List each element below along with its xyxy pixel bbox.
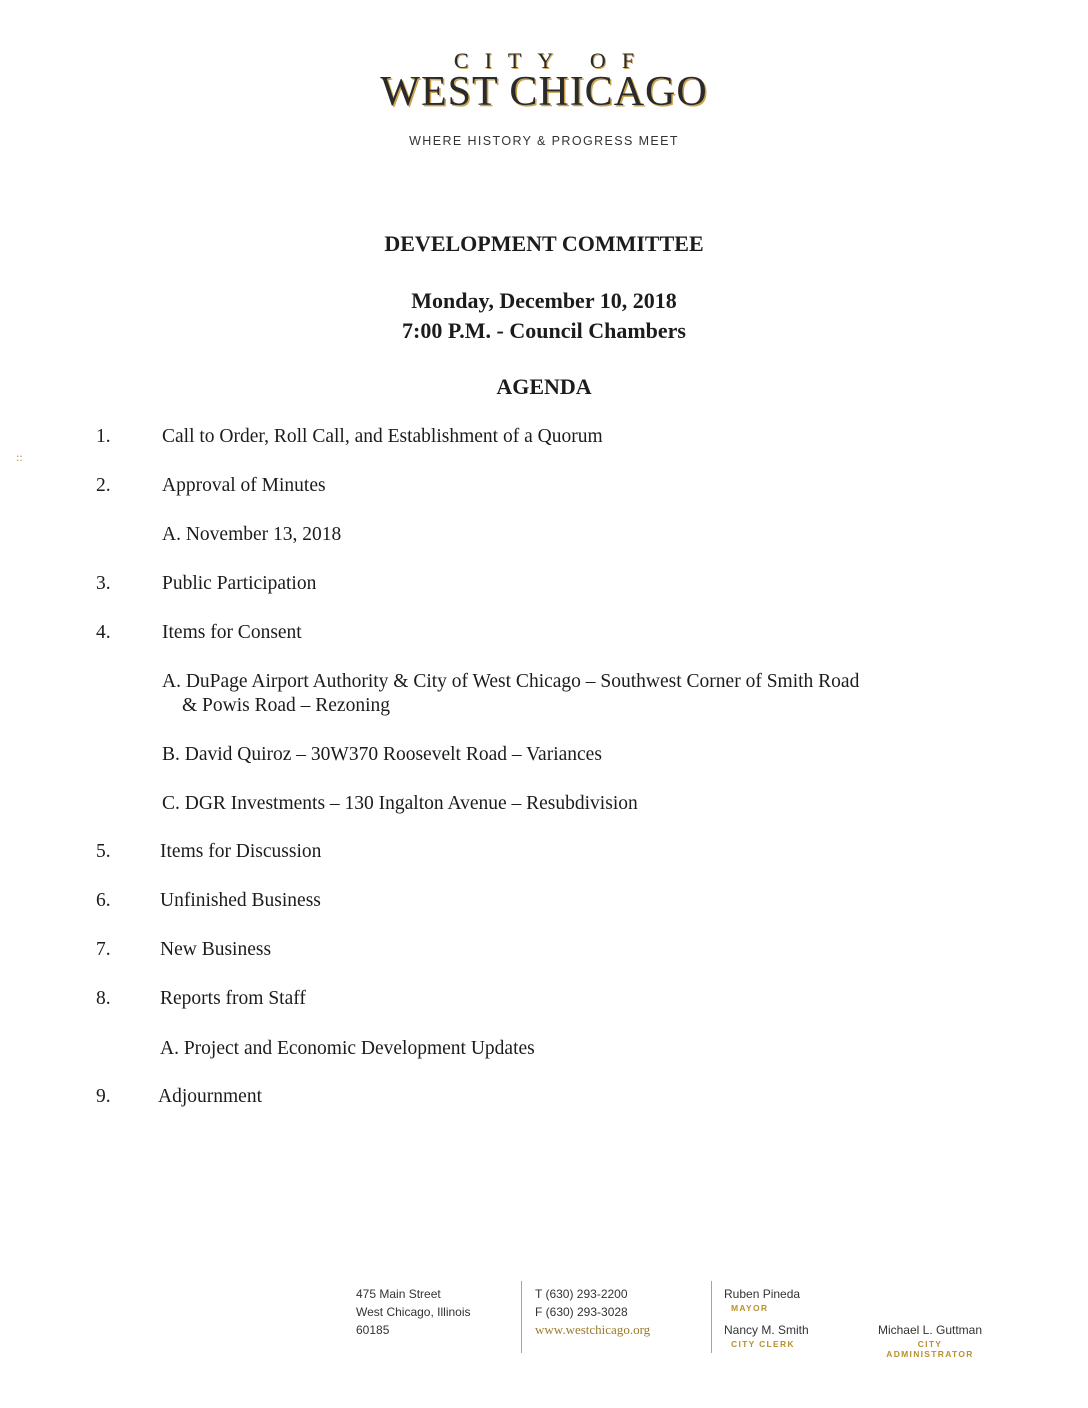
- agenda-item-number: 8.: [96, 988, 111, 1009]
- agenda-subitem-continuation: & Powis Road – Rezoning: [182, 695, 390, 716]
- agenda-item-number: 9.: [96, 1086, 111, 1107]
- agenda-item-number: 4.: [96, 622, 111, 643]
- agenda-subitem: A. November 13, 2018: [162, 524, 342, 545]
- clerk-name: Nancy M. Smith: [724, 1323, 809, 1337]
- address-zip: 60185: [356, 1323, 390, 1337]
- city-logo: [0, 48, 1088, 116]
- agenda-subitem: A. Project and Economic Development Updates: [160, 1038, 535, 1059]
- committee-title: DEVELOPMENT COMMITTEE: [384, 231, 704, 256]
- agenda-item-number: 5.: [96, 841, 111, 862]
- agenda-item-text: Unfinished Business: [160, 890, 321, 911]
- agenda-item-text: Call to Order, Roll Call, and Establishment of a Quorum: [162, 426, 603, 447]
- administrator-name: Michael L. Guttman: [877, 1323, 983, 1337]
- agenda-item-text: Approval of Minutes: [162, 475, 326, 496]
- agenda-item-number: 7.: [96, 939, 111, 960]
- footer-administrator: [874, 1321, 986, 1359]
- agenda-subitem: C. DGR Investments – 130 Ingalton Avenue – Resubdivision: [162, 793, 638, 814]
- footer-website-link[interactable]: www.westchicago.org: [535, 1322, 651, 1337]
- address-street: 475 Main Street: [356, 1287, 441, 1301]
- mayor-role: MAYOR: [731, 1303, 769, 1313]
- agenda-item-text: Reports from Staff: [160, 988, 306, 1009]
- administrator-role: CITY ADMINISTRATOR: [886, 1339, 974, 1359]
- footer-officials: [724, 1285, 809, 1349]
- agenda-item-text: Public Participation: [162, 573, 317, 594]
- footer-contact: [535, 1285, 650, 1339]
- footer-divider: [521, 1281, 522, 1353]
- agenda-item-text: Adjournment: [158, 1086, 262, 1107]
- agenda-item-number: 2.: [96, 475, 111, 496]
- agenda-subitem: B. David Quiroz – 30W370 Roosevelt Road – Variances: [162, 744, 602, 765]
- footer-divider: [711, 1281, 712, 1353]
- scan-mark: ::: [16, 450, 23, 464]
- agenda-title: AGENDA: [496, 374, 592, 399]
- agenda-item-text: Items for Consent: [162, 622, 302, 643]
- agenda-item-number: 3.: [96, 573, 111, 594]
- agenda-item-number: 6.: [96, 890, 111, 911]
- meeting-time-location: 7:00 P.M. - Council Chambers: [402, 318, 686, 343]
- footer-address: [356, 1285, 471, 1339]
- agenda-item-text: New Business: [160, 939, 272, 960]
- logo-city-of: CITY OF: [453, 48, 651, 73]
- mayor-name: Ruben Pineda: [724, 1287, 801, 1301]
- logo-city-name: WEST CHICAGO: [380, 69, 708, 115]
- clerk-role: CITY CLERK: [731, 1339, 795, 1349]
- footer-fax: F (630) 293-3028: [535, 1305, 628, 1319]
- footer-phone: T (630) 293-2200: [535, 1287, 628, 1301]
- address-city: West Chicago, Illinois: [356, 1305, 471, 1319]
- tagline: WHERE HISTORY & PROGRESS MEET: [409, 134, 679, 148]
- agenda-subitem: A. DuPage Airport Authority & City of West Chicago – Southwest Corner of Smith Road: [162, 671, 860, 692]
- meeting-date: Monday, December 10, 2018: [411, 288, 677, 313]
- agenda-item-number: 1.: [96, 426, 111, 447]
- agenda-item-text: Items for Discussion: [160, 841, 322, 862]
